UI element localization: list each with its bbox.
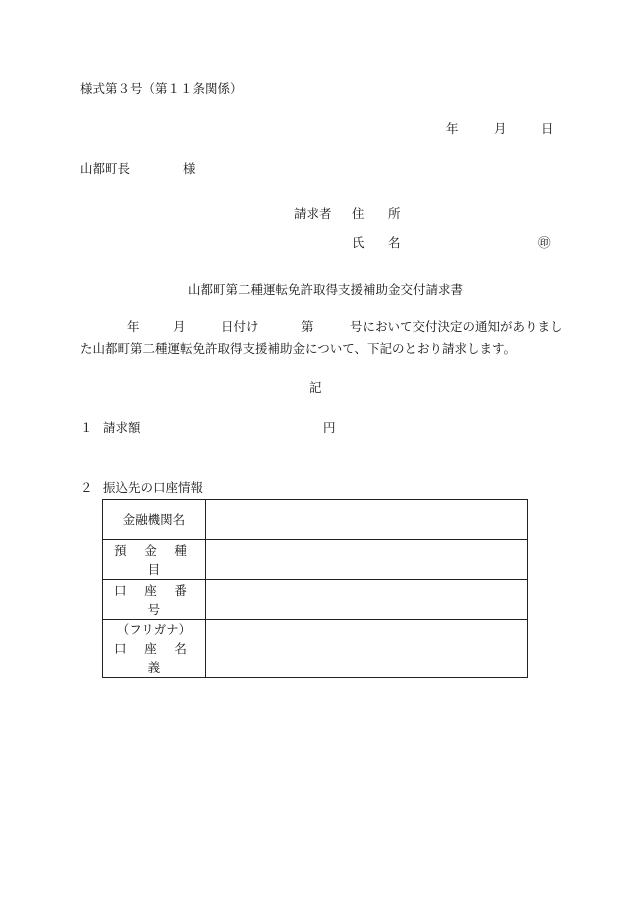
address-label-1: 住: [352, 206, 365, 221]
item1-number: １: [80, 420, 93, 435]
item2-number: ２: [80, 480, 93, 495]
bank-name-field[interactable]: [205, 500, 527, 540]
form-number: 様式第３号（第１１条関係）: [80, 81, 243, 96]
body-month: 月: [173, 319, 186, 334]
date-month: 月: [494, 121, 507, 136]
item1-unit: 円: [323, 420, 336, 435]
item2-label: 振込先の口座情報: [103, 480, 204, 495]
body-line1-tail: 号において交付決定の通知がありまし: [350, 319, 563, 334]
account-holder-label: [103, 620, 206, 678]
ki-heading: 記: [309, 380, 322, 395]
name-label-1: 氏: [352, 235, 365, 250]
body-year: 年: [127, 319, 140, 334]
claimant-role: 請求者: [294, 206, 332, 221]
table-row: [103, 500, 528, 540]
table-row: [103, 540, 528, 580]
furigana-label: （フリガナ）: [116, 622, 192, 637]
body-dated: 日付け: [221, 319, 259, 334]
addressee-name: 山都町長: [80, 161, 131, 176]
account-number-field[interactable]: [205, 580, 527, 620]
addressee-honorific: 様: [183, 161, 196, 176]
body-dai: 第: [301, 319, 314, 334]
address-label-2: 所: [388, 206, 401, 221]
table-row: [103, 620, 528, 678]
account-number-label: 口 座 番 号: [103, 580, 206, 620]
date-year: 年: [446, 121, 459, 136]
deposit-type-field[interactable]: [205, 540, 527, 580]
name-label-2: 名: [388, 235, 401, 250]
table-row: [103, 580, 528, 620]
account-holder-name-label: 口 座 名 義: [113, 641, 194, 675]
account-info-table: [102, 499, 528, 678]
item1-label: 請求額: [103, 420, 141, 435]
seal-mark: ㊞: [538, 235, 551, 250]
account-holder-field[interactable]: [205, 620, 527, 678]
deposit-type-label: 預 金 種 目: [103, 540, 206, 580]
date-day: 日: [541, 121, 554, 136]
bank-name-label: 金融機関名: [103, 500, 206, 540]
document-title: 山都町第二種運転免許取得支援補助金交付請求書: [188, 282, 464, 297]
body-line2: た山都町第二種運転免許取得支援補助金について、下記のとおり請求します。: [80, 341, 517, 356]
